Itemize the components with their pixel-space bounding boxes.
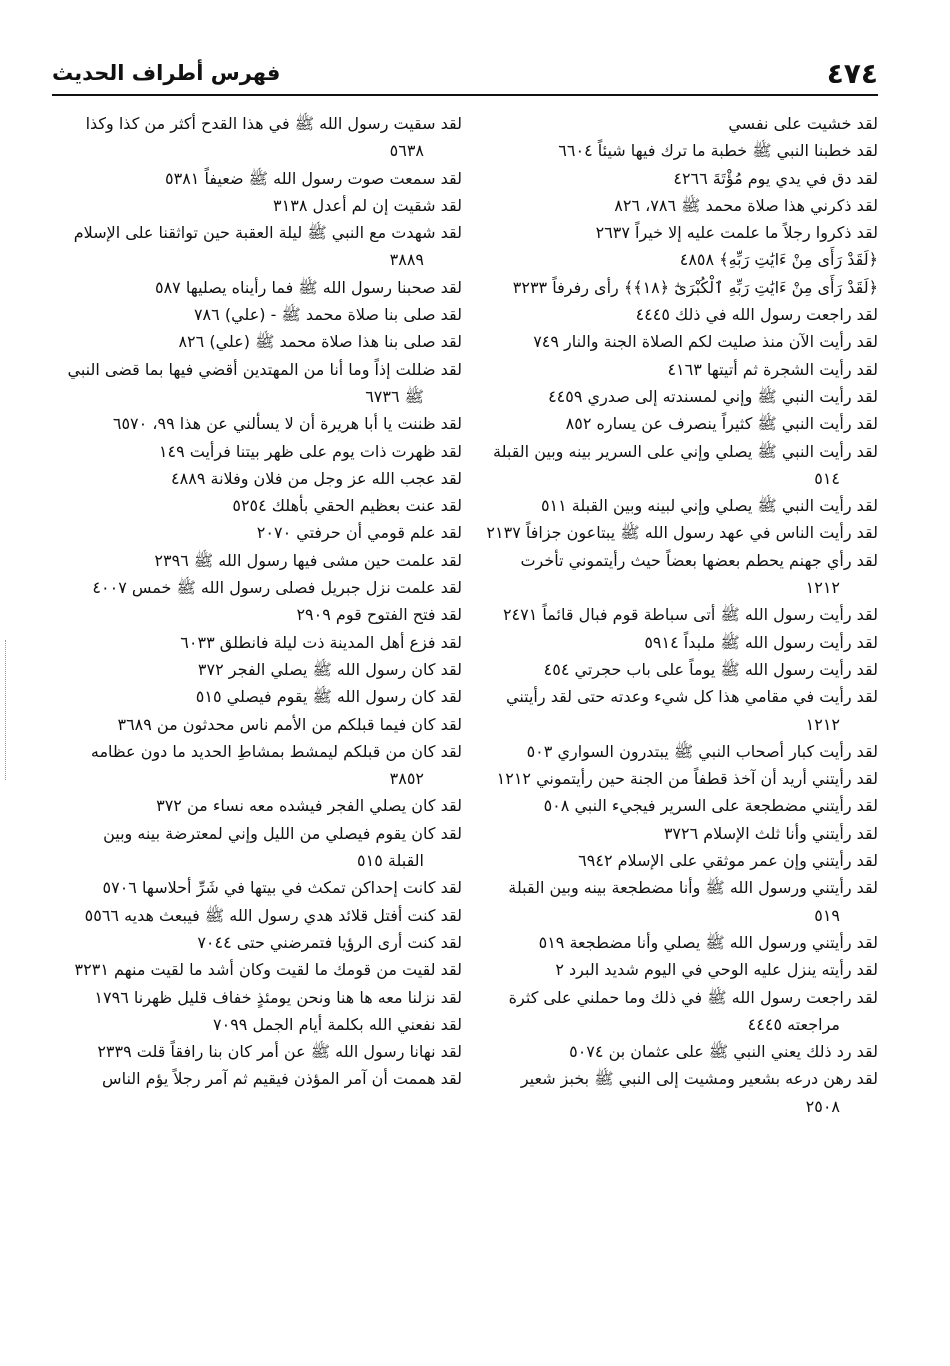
index-entry: لقد علمت نزل جبريل فصلى رسول الله ﷺ خمس ٤٠٠٧ — [92, 578, 462, 598]
index-entry: لقد كان يقوم فيصلي من الليل وإني لمعترضة بينه وبين القبلة ٥١٥ — [103, 823, 462, 871]
index-entry: لقد سقيت رسول الله ﷺ في هذا القدح أكثر من كذا وكذا ٥٦٣٨ — [85, 114, 462, 161]
index-entry: لقد ذكرني هذا صلاة محمد ﷺ ٧٨٦، ٨٢٦ — [614, 195, 878, 215]
index-entry: لقد كان رسول الله ﷺ يصلي الفجر ٣٧٢ — [197, 659, 462, 679]
index-entry: لقد رأيت رسول الله ﷺ يوماً على باب حجرتي ٤٥٤ — [543, 659, 878, 679]
index-entry: لقد نفعني الله بكلمة أيام الجمل ٧٠٩٩ — [213, 1014, 462, 1034]
index-entry: لقد رأيت الآن منذ صليت لكم الصلاة الجنة والنار ٧٤٩ — [533, 332, 878, 352]
index-entry: لقد لقيت من قومك ما لقيت وكان أشد ما لقيت منهم ٣٢٣١ — [74, 960, 462, 980]
index-entry: لقد رأيتني أريد أن آخذ قطفاً من الجنة حين رأيتموني ١٢١٢ — [496, 769, 878, 789]
index-entry: لقد رأيت النبي ﷺ يصلي وإني لبينه وبين القبلة ٥١١ — [540, 496, 878, 516]
index-entry: لقد خطبنا النبي ﷺ خطبة ما ترك فيها شيئاً ٦٦٠٤ — [558, 141, 878, 161]
index-entry: لقد ظننت يا أبا هريرة أن لا يسألني عن هذا ٩٩، ٦٥٧٠ — [112, 414, 462, 434]
index-entry: لقد كان من قبلكم ليمشط بمشاطِ الحديد ما دون عظامه ٣٨٥٢ — [90, 741, 462, 789]
index-entry: لقد راجعت رسول الله في ذلك ٤٤٤٥ — [635, 305, 878, 325]
index-entry: لقد فتح الفتوح قوم ٢٩٠٩ — [296, 605, 462, 625]
index-entry: لقد رأيته ينزل عليه الوحي في اليوم شديد البرد ٢ — [555, 960, 878, 980]
index-entry: لقد ضللت إذاً وما أنا من المهتدين أقضي فيها بما قضى النبي ﷺ ٦٧٣٦ — [67, 359, 462, 406]
index-column-left — [67, 110, 462, 1093]
index-entry: لقد كانت إحداكن تمكث في بيتها في شَرِّ أحلاسها ٥٧٠٦ — [102, 878, 462, 898]
margin-mark — [5, 640, 7, 780]
index-entry: لقد رأيتني ورسول الله ﷺ وأنا مضطجعة بينه وبين القبلة ٥١٩ — [508, 878, 878, 925]
index-entry: لقد رأيت رسول الله ﷺ ملبداً ٥٩١٤ — [644, 632, 878, 652]
index-entry: لقد رأيتني مضطجعة على السرير فيجيء النبي ٥٠٨ — [543, 796, 878, 816]
index-entry: لقد كان رسول الله ﷺ يقوم فيصلي ٥١٥ — [195, 687, 462, 707]
index-entry: لقد هممت أن آمر المؤذن فيقيم ثم آمر رجلاً يؤم الناس — [102, 1069, 462, 1089]
index-entry: لقد نهانا رسول الله ﷺ عن أمر كان بنا رافقاً قلت ٢٣٣٩ — [97, 1042, 462, 1062]
index-entry: لقد شقيت إن لم أعدل ٣١٣٨ — [273, 195, 462, 215]
index-entry: لقد علمت حين مشى فيها رسول الله ﷺ ٢٣٩٦ — [154, 550, 462, 570]
index-entry: لقد صلى بنا صلاة محمد ﷺ - (علي) ٧٨٦ — [193, 305, 462, 325]
index-entry: لقد كان يصلي الفجر فيشده معه نساء من ٣٧٢ — [156, 796, 462, 816]
index-entry: لقد كنت أرى الرؤيا فتمرضني حتى ٧٠٤٤ — [197, 932, 462, 952]
index-entry: لقد كنت أفتل قلائد هدي رسول الله ﷺ فيبعث هديه ٥٥٦٦ — [84, 905, 462, 925]
index-entry: لقد رأيت كبار أصحاب النبي ﷺ يبتدرون السواري ٥٠٣ — [526, 741, 878, 761]
index-entry: لقد رأيت النبي ﷺ يصلي وإني على السرير بينه وبين القبلة ٥١٤ — [493, 441, 878, 488]
index-entry: لقد رأيتني ورسول الله ﷺ يصلي وأنا مضطجعة ٥١٩ — [538, 932, 878, 952]
index-entry: لقد رأيتني وإن عمر موثقي على الإسلام ٦٩٤٢ — [578, 851, 878, 871]
index-entry: لقد رأيت الناس في عهد رسول الله ﷺ يبتاعون جزافاً ٢١٣٧ — [486, 523, 878, 543]
index-entry: لقد راجعت رسول الله ﷺ في ذلك وما حملني على كثرة مراجعته ٤٤٤٥ — [508, 987, 878, 1034]
index-entry: لقد دق في يدي يوم مُؤْتَةَ ٤٢٦٦ — [673, 168, 878, 188]
index-entry: لقد صحبنا رسول الله ﷺ فما رأيناه يصليها ٥٨٧ — [154, 277, 462, 297]
index-entry: لقد خشيت على نفسي — [728, 114, 878, 133]
index-entry: لقد عنت بعظيم الحقي بأهلك ٥٢٥٤ — [232, 496, 462, 516]
page-header — [52, 52, 878, 96]
index-entry: لقد كان فيما قبلكم من الأمم ناس محدثون من ٣٦٨٩ — [117, 714, 462, 734]
index-entry: لقد صلى بنا هذا صلاة محمد ﷺ (علي) ٨٢٦ — [178, 332, 462, 352]
index-entry: لقد رأيت في مقامي هذا كل شيء وعدته حتى لقد رأيتني ١٢١٢ — [505, 687, 878, 734]
index-entry: لقد علم قومي أن حرفتي ٢٠٧٠ — [256, 523, 462, 543]
index-entry: لقد فزع أهل المدينة ذت ليلة فانطلق ٦٠٣٣ — [180, 632, 462, 652]
page-number: ٤٧٤ — [826, 56, 878, 90]
index-entry: لقد رأيت الشجرة ثم أتيتها ٤١٦٣ — [667, 359, 878, 379]
running-title: فهرس أطراف الحديث — [52, 61, 281, 85]
index-entry: لقد رأي جهنم يحطم بعضها بعضاً حيث رأيتموني تأخرت ١٢١٢ — [520, 550, 878, 598]
index-entry: ﴿لَقَدْ رَأَى مِنْ ءَايَٰتِ رَبِّهِ ٱلْكُبْرَىٰٓ ﴿١٨﴾﴾ رأى رفرفاً ٣٢٣٣ — [512, 277, 878, 297]
index-entry: لقد نزلنا معه ها هنا ونحن يومئذٍ خفاف قليل ظهرنا ١٧٩٦ — [94, 987, 462, 1007]
index-entry: لقد ذكروا رجلاً ما علمت عليه إلا خيراً ٢٦٣٧ — [595, 223, 878, 243]
index-entry: لقد رأيتني وأنا ثلث الإسلام ٣٧٢٦ — [663, 823, 878, 843]
index-entry: لقد رهن درعه بشعير ومشيت إلى النبي ﷺ بخبز شعير ٢٥٠٨ — [520, 1069, 878, 1116]
index-entry: لقد عجب الله عز وجل من فلان وفلانة ٤٨٨٩ — [171, 468, 462, 488]
index-entry: لقد رأيت رسول الله ﷺ أتى سباطة قوم فبال قائماً ٢٤٧١ — [502, 605, 878, 625]
index-entry: لقد سمعت صوت رسول الله ﷺ ضعيفاً ٥٣٨١ — [165, 168, 462, 188]
index-column-right — [483, 110, 878, 1120]
index-entry: ﴿لَقَدْ رَأَى مِنْ ءَايَٰتِ رَبِّهِ﴾ ٤٨٥٨ — [679, 250, 878, 270]
index-entry: لقد ظهرت ذات يوم على ظهر بيتنا فرأيت ١٤٩ — [158, 441, 462, 461]
index-entry: لقد رد ذلك يعني النبي ﷺ على عثمان بن ٥٠٧٤ — [569, 1042, 878, 1062]
index-entry: لقد رأيت النبي ﷺ وإني لمسندته إلى صدري ٤٤٥٩ — [548, 386, 878, 406]
index-entry: لقد شهدت مع النبي ﷺ ليلة العقبة حين تواثقنا على الإسلام ٣٨٨٩ — [73, 223, 462, 270]
index-entry: لقد رأيت النبي ﷺ كثيراً ينصرف عن يساره ٨٥٢ — [565, 414, 878, 434]
